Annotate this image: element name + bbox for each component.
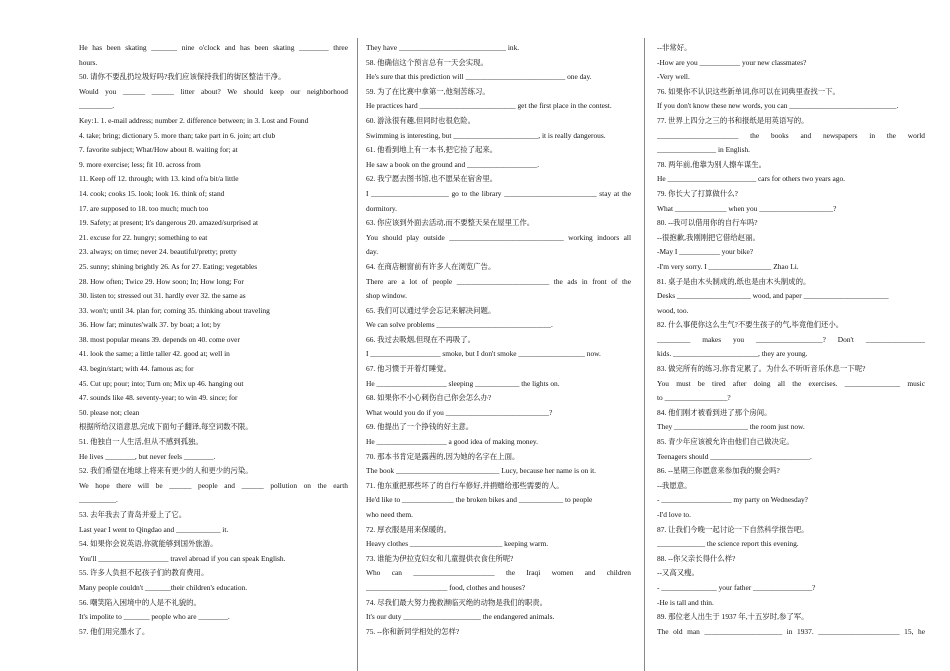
column-divider <box>644 38 645 671</box>
text-line: 67. 他习惯于开着灯睡觉。 <box>366 364 451 374</box>
text-line: 61. 他看到地上有一本书,把它捡了起来。 <box>366 145 498 155</box>
text-line: hours. <box>79 57 98 67</box>
text-line: 71. 他东重把那些坏了的自行车修好,并捐赠给那些需要的人。 <box>366 480 564 490</box>
text-line: He has been skating _______ nine o'clock and has been skating ________ three <box>79 43 348 52</box>
text-line: --我愿意。 <box>657 480 692 490</box>
text-line: 82. 什么事使你这么生气?不要生孩子的气,毕竟他们还小。 <box>657 320 844 330</box>
text-column-right <box>657 41 925 639</box>
text-line: 53. 去年我去了青岛并爱上了它。 <box>79 510 187 519</box>
text-line: 78. 两年前,他靠为别人擦车谋生。 <box>657 159 767 169</box>
text-line: Would you ______ ______ litter about? We should keep our neighborhood <box>79 86 348 96</box>
text-line: He'd like to ______________ the broken bikes and ____________ to people <box>366 495 593 505</box>
text-line: ______________________ food, clothes and houses? <box>366 582 526 592</box>
text-line: It's our duty _____________________ the endangered animals. <box>366 612 555 622</box>
text-line: 79. 你长大了打算做什么? <box>657 188 738 198</box>
text-line: - ___________________ my party on Wednesday? <box>657 495 808 505</box>
text-line: -Very well. <box>657 72 690 82</box>
text-line: There are a lot of people _________________________ the ads in front of the <box>366 276 631 286</box>
text-line: --非常好。 <box>657 43 692 52</box>
text-line: -How are you ___________ your new classmates? <box>657 57 807 67</box>
text-column-left <box>79 41 348 639</box>
text-line: 60. 游泳很有趣,但同时也很危险。 <box>366 115 476 125</box>
text-line: You must be tired after doing all the exercises. _______________ music <box>657 378 925 388</box>
text-line: _________. <box>79 101 115 111</box>
text-line: kids. _______________________, they are young. <box>657 349 808 359</box>
text-line: 81. 桌子是由木头制成的,纸也是由木头制成的。 <box>657 276 811 286</box>
text-line: 17. are supposed to 18. too much; much too <box>79 203 209 213</box>
text-line: The book ____________________________ Lucy, because her name is on it. <box>366 466 597 476</box>
text-line: -He is tall and thin. <box>657 597 714 607</box>
text-line: --很抱歉,我刚刚把它借给赵丽。 <box>657 232 760 242</box>
text-line: 43. begin/start; with 44. famous as; for <box>79 364 194 374</box>
text-line: ________________ in English. <box>657 145 750 155</box>
text-line: 50. please not; clean <box>79 407 140 417</box>
text-line: 54. 如果你会说英语,你就能够到国外旅游。 <box>79 539 218 549</box>
text-line: You'll ___________________ travel abroad if you can speak English. <box>79 553 286 563</box>
text-line: If you don't know these new words, you can _____________________________. <box>657 101 899 111</box>
text-line: 51. 他独自一人生活,但从不感到孤独。 <box>79 437 203 447</box>
text-line: 66. 我过去吸烟,但现在不再吸了。 <box>366 334 476 344</box>
text-line: Last year I went to Qingdao and ____________ it. <box>79 524 229 534</box>
text-line: _________ makes you __________________? Don't ________________ <box>657 334 925 344</box>
text-line: 33. won't; until 34. plan for; coming 35. thinking about traveling <box>79 305 270 315</box>
text-line: 73. 谁能为伊拉克妇女和儿童提供衣食住所呢? <box>366 553 514 563</box>
text-line: 70. 那本书肯定是露茜的,因为她的名字在上面。 <box>366 451 520 461</box>
text-line: 87. 让我们今晚一起讨论一下自然科学报告吧。 <box>657 524 809 534</box>
text-line: 68. 如果你不小心刺伤自己你会怎么办? <box>366 393 492 403</box>
text-line: You should play outside _______________________________ working indoors all <box>366 232 631 242</box>
text-line: I _____________________ go to the library _________________________ stay at the <box>366 188 631 198</box>
text-line: 84. 他们刚才被看到进了那个房间。 <box>657 407 772 417</box>
text-line: 30. listen to; stressed out 31. hardly ever 32. the same as <box>79 291 246 301</box>
text-line: Who can ______________________ the Iraqi women and children <box>366 568 631 578</box>
text-column-middle <box>366 41 631 639</box>
text-line: 28. How often; Twice 29. How soon; In; How long; For <box>79 276 244 286</box>
text-line: -I'd love to. <box>657 510 691 519</box>
text-line: Heavy clothes _________________________ keeping warm. <box>366 539 549 549</box>
text-line: He practices hard __________________________ get the first place in the contest. <box>366 101 612 111</box>
text-line: 23. always; on time; never 24. beautiful/pretty; pretty <box>79 247 237 257</box>
text-line: ______________________ the books and newspapers in the world <box>657 130 925 140</box>
text-line: Key:1. 1. e-mail address; number 2. difference between; in 3. Lost and Found <box>79 115 309 125</box>
text-line: 36. How far; minutes'walk 37. by boat; a lot; by <box>79 320 221 330</box>
text-line: 4. take; bring; dictionary 5. more than; take part in 6. join; art club <box>79 130 276 140</box>
text-line: 56. 嘲笑陷入困境中的人是不礼貌的。 <box>79 597 201 607</box>
text-line: 55. 许多人负担不起孩子们的教育费用。 <box>79 568 209 578</box>
text-line: He ________________________ cars for others two years ago. <box>657 174 846 184</box>
text-line: 75. --你和新同学相处的怎样? <box>366 626 460 636</box>
text-line: 7. favorite subject; What/How about 8. waiting for; at <box>79 145 238 155</box>
text-line: I ___________________ smoke, but I don't smoke __________________ now. <box>366 349 601 359</box>
text-line: 57. 他们用完墨水了。 <box>79 626 150 636</box>
text-line: 59. 为了在比赛中拿第一,他刻苦练习。 <box>366 86 490 96</box>
text-line: 83. 做完所有的练习,你肯定累了。为什么不听听音乐休息一下呢? <box>657 364 866 374</box>
text-line: 89. 那位老人出生于 1937 年,十五岁时,参了军。 <box>657 612 809 622</box>
text-line: We hope there will be ______ people and ______ pollution on the earth <box>79 480 348 490</box>
text-line: 88. --你父亲长得什么样? <box>657 553 736 563</box>
text-line: 45. Cut up; pour; into; Turn on; Mix up 46. hanging out <box>79 378 244 388</box>
text-line: 64. 在商店橱窗前有许多人在浏览广告。 <box>366 261 496 271</box>
text-line: 69. 他提出了一个挣钱的好主意。 <box>366 422 474 432</box>
text-line: What would you do if you ____________________________? <box>366 407 553 417</box>
text-line: 72. 厚衣服是用来保暖的。 <box>366 524 451 534</box>
text-line: 76. 如果你不认识这些新单词,你可以在词典里查找一下。 <box>657 86 840 96</box>
text-line: 根据所给汉语意思,完成下面句子翻译,每空词数不限。 <box>79 422 253 432</box>
text-line: 65. 我们可以通过学会忘记来解决问题。 <box>366 305 496 315</box>
text-line: He lives ________, but never feels ________. <box>79 451 216 461</box>
text-line: Desks ____________________ wood, and paper _______________________ <box>657 291 889 301</box>
text-line: dormitory. <box>366 203 397 213</box>
text-line: - _______________ your father ________________? <box>657 582 816 592</box>
text-line: 50. 请你不要乱扔垃圾好吗?我们应该保持我们的街区整洁干净。 <box>79 72 286 82</box>
text-line: It's impolite to _______ people who are ________. <box>79 612 230 622</box>
text-line: Swimming is interesting, but _______________________, it is really dangerous. <box>366 130 606 140</box>
text-line: 11. Keep off 12. through; with 13. kind of/a bit/a little <box>79 174 239 184</box>
text-line: What ______________ when you ____________________? <box>657 203 837 213</box>
text-line: 86. --星期三你愿意来参加我的聚会吗? <box>657 466 780 476</box>
text-line: 47. sounds like 48. seventy-year; to win 49. since; for <box>79 393 238 403</box>
text-line: 77. 世界上四分之三的书和报纸是用英语写的。 <box>657 115 809 125</box>
text-line: 62. 我宁愿去图书馆,也不愿呆在宿舍里。 <box>366 174 498 184</box>
text-line: 9. more exercise; less; fit 10. across from <box>79 159 201 169</box>
text-line: He ___________________ sleeping ____________ the lights on. <box>366 378 560 388</box>
text-line: They ____________________ the room just now. <box>657 422 805 432</box>
text-line: He ___________________ a good idea of making money. <box>366 437 538 447</box>
text-line: They have _____________________________ ink. <box>366 43 520 52</box>
text-line: He saw a book on the ground and ___________________. <box>366 159 540 169</box>
text-line: __________. <box>79 495 118 505</box>
text-line: --又高又瘦。 <box>657 568 699 578</box>
text-line: 25. sunny; shining brightly 26. As for 27. Eating; vegetables <box>79 261 258 271</box>
text-line: 58. 他确信这个预言总有一天会实现。 <box>366 57 488 67</box>
column-divider <box>357 38 358 671</box>
text-line: to _________________? <box>657 393 731 403</box>
text-line: 85. 青少年应该被允许由他们自己做决定。 <box>657 437 794 447</box>
text-line: 41. look the same; a little taller 42. good at; well in <box>79 349 230 359</box>
text-line: day. <box>366 247 379 257</box>
text-line: Teenagers should ___________________________. <box>657 451 812 461</box>
text-line: We can solve problems _______________________________. <box>366 320 553 330</box>
text-line: -I'm very sorry. I _________________ Zhao Li. <box>657 261 799 271</box>
text-line: 38. most popular means 39. depends on 40. come over <box>79 334 240 344</box>
text-line: 19. Safety; at present; It's dangerous 20. amazed/surprised at <box>79 218 259 228</box>
text-line: 21. excuse for 22. hungry; something to eat <box>79 232 208 242</box>
text-line: 80. --我可以借用你的自行车吗? <box>657 218 758 228</box>
text-line: 74. 尽我们最大努力挽救濒临灭绝的动物是我们的职责。 <box>366 597 548 607</box>
text-line: 14. cook; cooks 15. look; look 16. think of; stand <box>79 188 225 198</box>
text-line: _____________ the science report this evening. <box>657 539 799 549</box>
text-line: Many people couldn't _______their children's education. <box>79 582 248 592</box>
text-line: shop window. <box>366 291 407 301</box>
text-line: 63. 你应该到外面去活动,而不要整天呆在屋里工作。 <box>366 218 535 228</box>
text-line: who need them. <box>366 510 413 519</box>
text-line: He's sure that this prediction will ___________________________ one day. <box>366 72 592 82</box>
text-line: wood, too. <box>657 305 689 315</box>
text-line: 52. 我们希望在地球上将来有更少的人和更少的污染。 <box>79 466 253 476</box>
text-line: -May I ___________ your bike? <box>657 247 754 257</box>
text-line: The old man _____________________ in 1937. ______________________ 15, he <box>657 626 925 636</box>
